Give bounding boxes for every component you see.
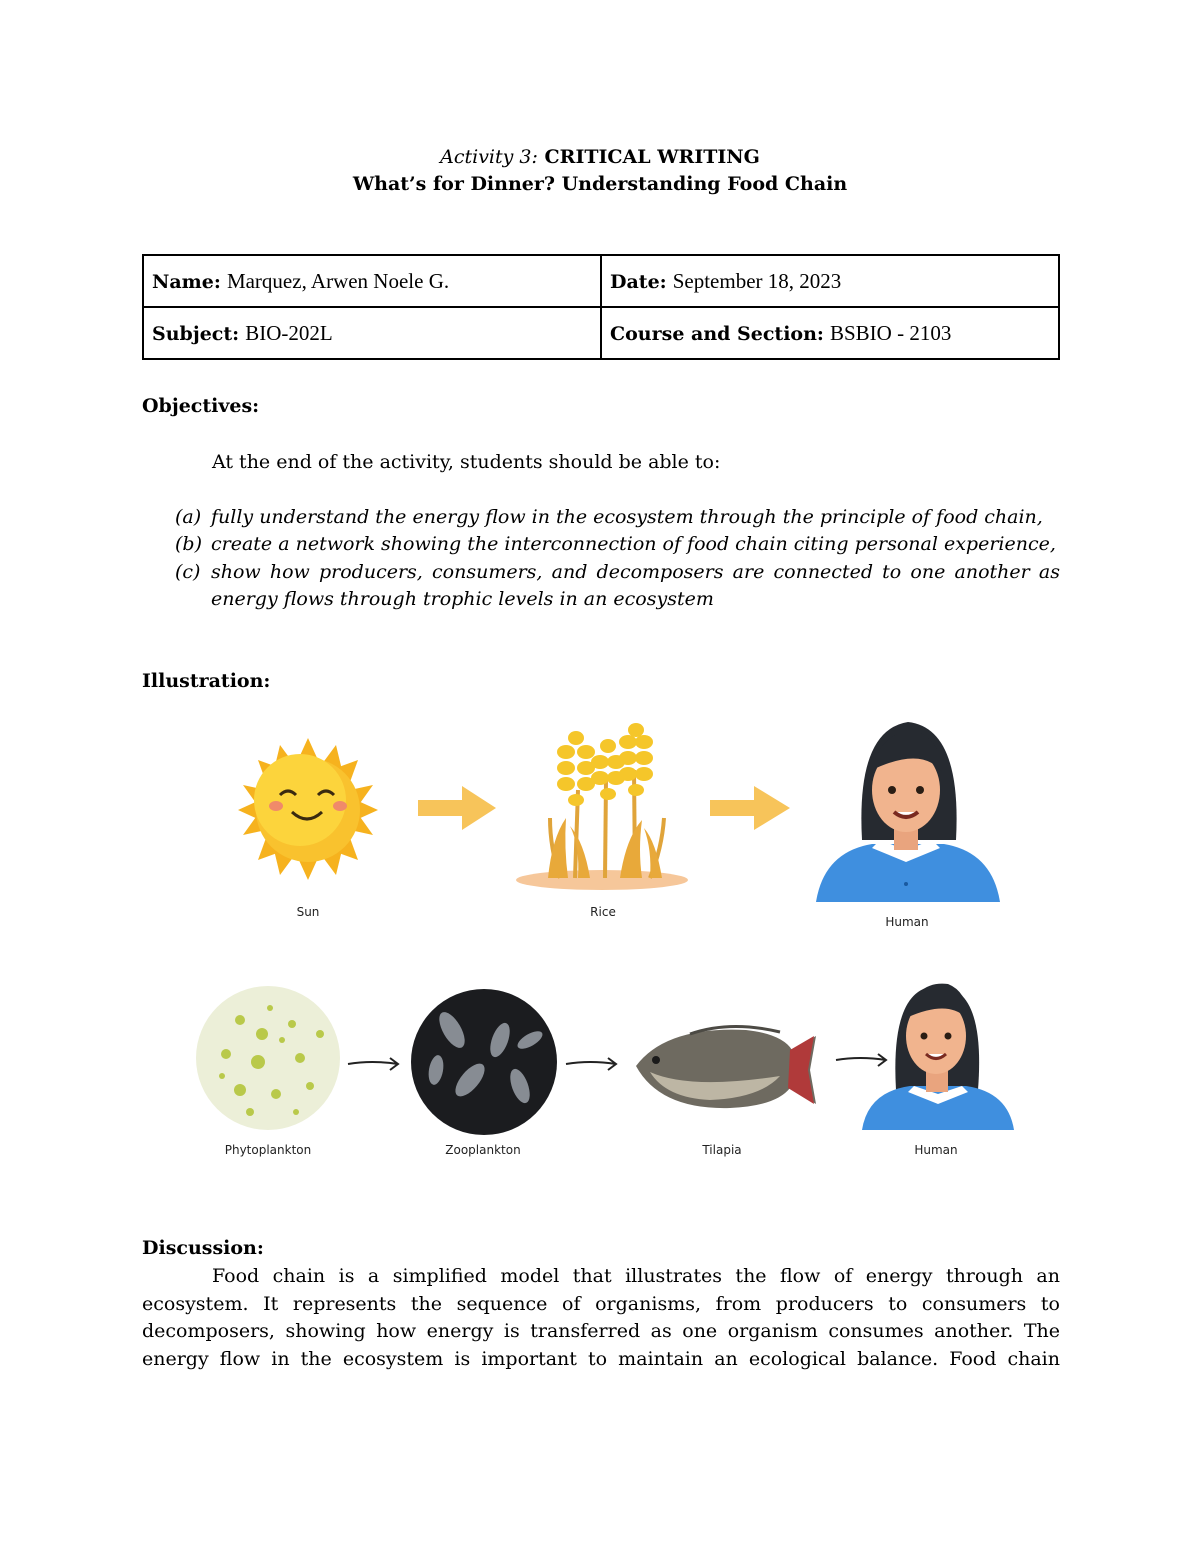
rice-label: Rice <box>590 905 616 919</box>
objective-label-a: (a) <box>175 506 202 528</box>
objective-label-b: (b) <box>175 533 202 555</box>
course-label: Course and Section: <box>610 322 824 345</box>
arrow-icon <box>710 786 790 830</box>
tilapia-label: Tilapia <box>702 1143 742 1157</box>
discussion-line: Food chain is a simplified model that illustrates the flow of energy through an <box>212 1265 1060 1287</box>
arrow-icon <box>836 1054 886 1066</box>
objective-text-a: fully understand the energy flow in the ecosystem through the principle of food chain, <box>211 506 1043 528</box>
objective-text-c-continued: energy flows through trophic levels in an ecosystem <box>211 588 714 610</box>
illustration-heading: Illustration: <box>142 670 271 692</box>
discussion-line: ecosystem. It represents the sequence of organisms, from producers to consumers to <box>142 1292 1060 1315</box>
document-title: What’s for Dinner? Understanding Food Chain <box>352 173 848 195</box>
rice-plant-icon <box>516 723 688 890</box>
discussion-line: energy flow in the ecosystem is important to maintain an ecological balance. Food chain <box>142 1347 1060 1370</box>
arrow-icon <box>566 1058 616 1070</box>
objectives-heading: Objectives: <box>142 395 260 417</box>
date-value: September 18, 2023 <box>672 268 842 293</box>
name-label: Name: <box>152 270 221 293</box>
phytoplankton-image <box>196 986 340 1130</box>
activity-number: Activity 3: <box>440 146 538 168</box>
sun-icon <box>238 738 378 880</box>
name-value: Marquez, Arwen Noele G. <box>226 268 450 293</box>
course-value: BSBIO - 2103 <box>829 320 952 345</box>
objectives-intro: At the end of the activity, students should be able to: <box>212 451 721 473</box>
human-avatar-icon <box>862 984 1014 1130</box>
objective-text-b: create a network showing the interconnection of food chain citing personal experience, <box>211 533 1056 555</box>
zooplankton-label: Zooplankton <box>445 1143 521 1157</box>
subject-value: BIO-202L <box>245 320 333 345</box>
date-label: Date: <box>610 270 667 293</box>
arrow-icon <box>348 1058 398 1070</box>
activity-type: CRITICAL WRITING <box>544 146 760 168</box>
arrow-icon <box>418 786 496 830</box>
subject-label: Subject: <box>152 322 240 345</box>
objective-label-c: (c) <box>175 561 201 583</box>
discussion-paragraph <box>142 1263 1060 1373</box>
zooplankton-image <box>411 989 557 1135</box>
phytoplankton-label: Phytoplankton <box>224 1143 312 1157</box>
discussion-line: decomposers, showing how energy is transferred as one organism consumes another. The <box>142 1320 1060 1342</box>
tilapia-fish-image <box>636 1026 816 1108</box>
human-label-1: Human <box>885 915 929 929</box>
objective-text-c: show how producers, consumers, and decomposers are connected to one another as <box>211 561 1060 583</box>
discussion-heading: Discussion: <box>142 1237 264 1259</box>
human-avatar-icon <box>816 722 1000 902</box>
sun-label: Sun <box>296 905 320 919</box>
human-label-2: Human <box>914 1143 958 1157</box>
